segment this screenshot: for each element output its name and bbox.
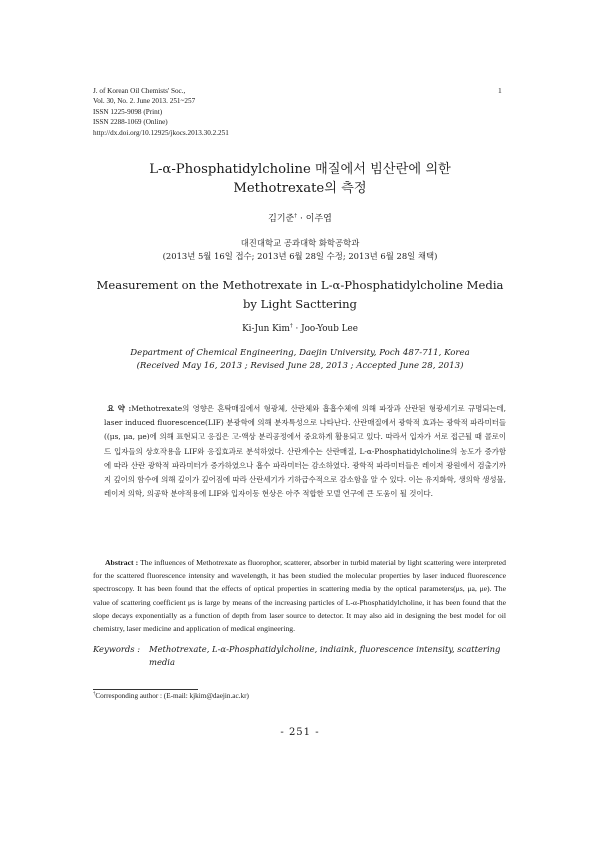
affiliation-line: Department of Chemical Engineering, Daejin University, Poch 487-711, Korea <box>130 348 470 358</box>
title-korean-line: L-α-Phosphatidylcholine 매질에서 빔산란에 의한 <box>149 162 451 177</box>
abstract-text: The influences of Methotrexate as fluorophor, scatterer, absorber in turbid material by light scattering were interpreted for the scattered fluorescence intensity and wavelength, it has been studied the molecular properties by laser induced fluorescence spectroscopy. It has been found that the effects of optical properties in scattering media by the optical parameters(μs, μa, μe). The value of scattering coefficient μs is large by means of the increasing particles of L-α-Phosphatidylcholine, it has been found that the slope decays exponentially as a function of depth from laser source to detector. It may also aid in designing the best model for oil chemistry, laser medicine and application of medical engineering. <box>93 558 506 634</box>
journal-line: Vol. 30, No. 2. June 2013. 251~257 <box>93 97 196 106</box>
affiliation-korean <box>93 237 507 262</box>
title-korean-line: Methotrexate의 측정 <box>233 181 367 196</box>
footnote-divider <box>93 689 198 690</box>
journal-info <box>93 86 229 138</box>
author-name: 김기준 <box>268 214 295 224</box>
abstract-text: Methotrexate의 영향은 혼탁매질에서 형광체, 산란체와 흡흡수체에 의해 파장과 산란된 형광세기로 규명되는데, laser induced fluorescence(LIF) 분광학에 의해 분자특성으로 나타난다. 산란매질에서 광학적 효과는 광학적 파라미터들((μs, μa, μe)에 의해 표현되고 응집은 고-액상 분리공정에서 중요하게 활용되고 있다. 따라서 입자가 서로 접근될 때 콜로이드 입자들의 상호작용을 LIF와 응집효과로 분석하였다. 산란계수는 산란매질, L-α-Phosphatidylcholine의 농도가 증가함에 따라 산란 광학적 파라미터가 증가하였으나 흡수 파라미터는 감소하였다. 광학적 파라미터들은 레이저 광원에서 검출기까지 깊이의 함수에 의해 깊이가 깊어짐에 따라 산란세기가 기하급수적으로 감소함을 알 수 있다. 이는 유지화학, 생의학 생성물, 레이저 의학, 의공학 분야적용에 LIF와 입자이동 현상은 아주 적합한 모델 연구에 큰 도움이 될 것이다. <box>104 404 507 499</box>
footnote <box>93 692 249 700</box>
abstract-english <box>93 556 506 635</box>
authors-korean <box>93 211 507 224</box>
author-name: · 이주엽 <box>297 214 332 224</box>
keywords <box>93 643 506 669</box>
corresponding-mark: † <box>289 323 293 330</box>
corresponding-mark: † <box>294 213 298 219</box>
authors-english <box>93 324 507 334</box>
dates-line: (2013년 5월 16일 접수; 2013년 6월 28일 수정; 2013년 6월 28일 채택) <box>162 250 438 261</box>
journal-line: ISSN 1225-9098 (Print) <box>93 107 163 116</box>
journal-line: J. of Korean Oil Chemists' Soc., <box>93 87 186 95</box>
abstract-label: Abstract : <box>105 558 139 567</box>
abstract-korean <box>104 402 506 501</box>
author-name: · Joo-Youb Lee <box>292 324 358 334</box>
footnote-text: Corresponding author : (E-mail: kjkim@daejin.ac.kr) <box>95 692 249 700</box>
keywords-label: Keywords : <box>93 644 141 654</box>
title-english-line: Measurement on the Methotrexate in L-α-Phosphatidylcholine Media <box>96 278 504 292</box>
keywords-text: Methotrexate, L-α-Phosphatidylcholine, indiaink, fluorescence intensity, scattering media <box>149 644 501 667</box>
journal-line: ISSN 2288-1069 (Online) <box>93 118 168 127</box>
abstract-label: 요 약 : <box>107 404 132 413</box>
page-corner-number: 1 <box>498 86 502 95</box>
footnote-mark: † <box>93 691 96 697</box>
affiliation-line: 대진대학교 공과대학 화학공학과 <box>240 238 360 248</box>
doi-link[interactable]: http://dx.doi.org/10.12925/jkocs.2013.30.2.251 <box>93 128 229 137</box>
title-english-line: by Light Sacttering <box>243 296 357 311</box>
dates-line: (Received May 16, 2013 ; Revised June 28, 2013 ; Accepted June 28, 2013) <box>136 361 464 371</box>
author-name: Ki-Jun Kim <box>242 324 290 334</box>
title-korean <box>93 160 507 198</box>
page-number: - 251 - <box>280 727 320 738</box>
affiliation-english <box>93 347 507 373</box>
title-english <box>93 276 507 313</box>
